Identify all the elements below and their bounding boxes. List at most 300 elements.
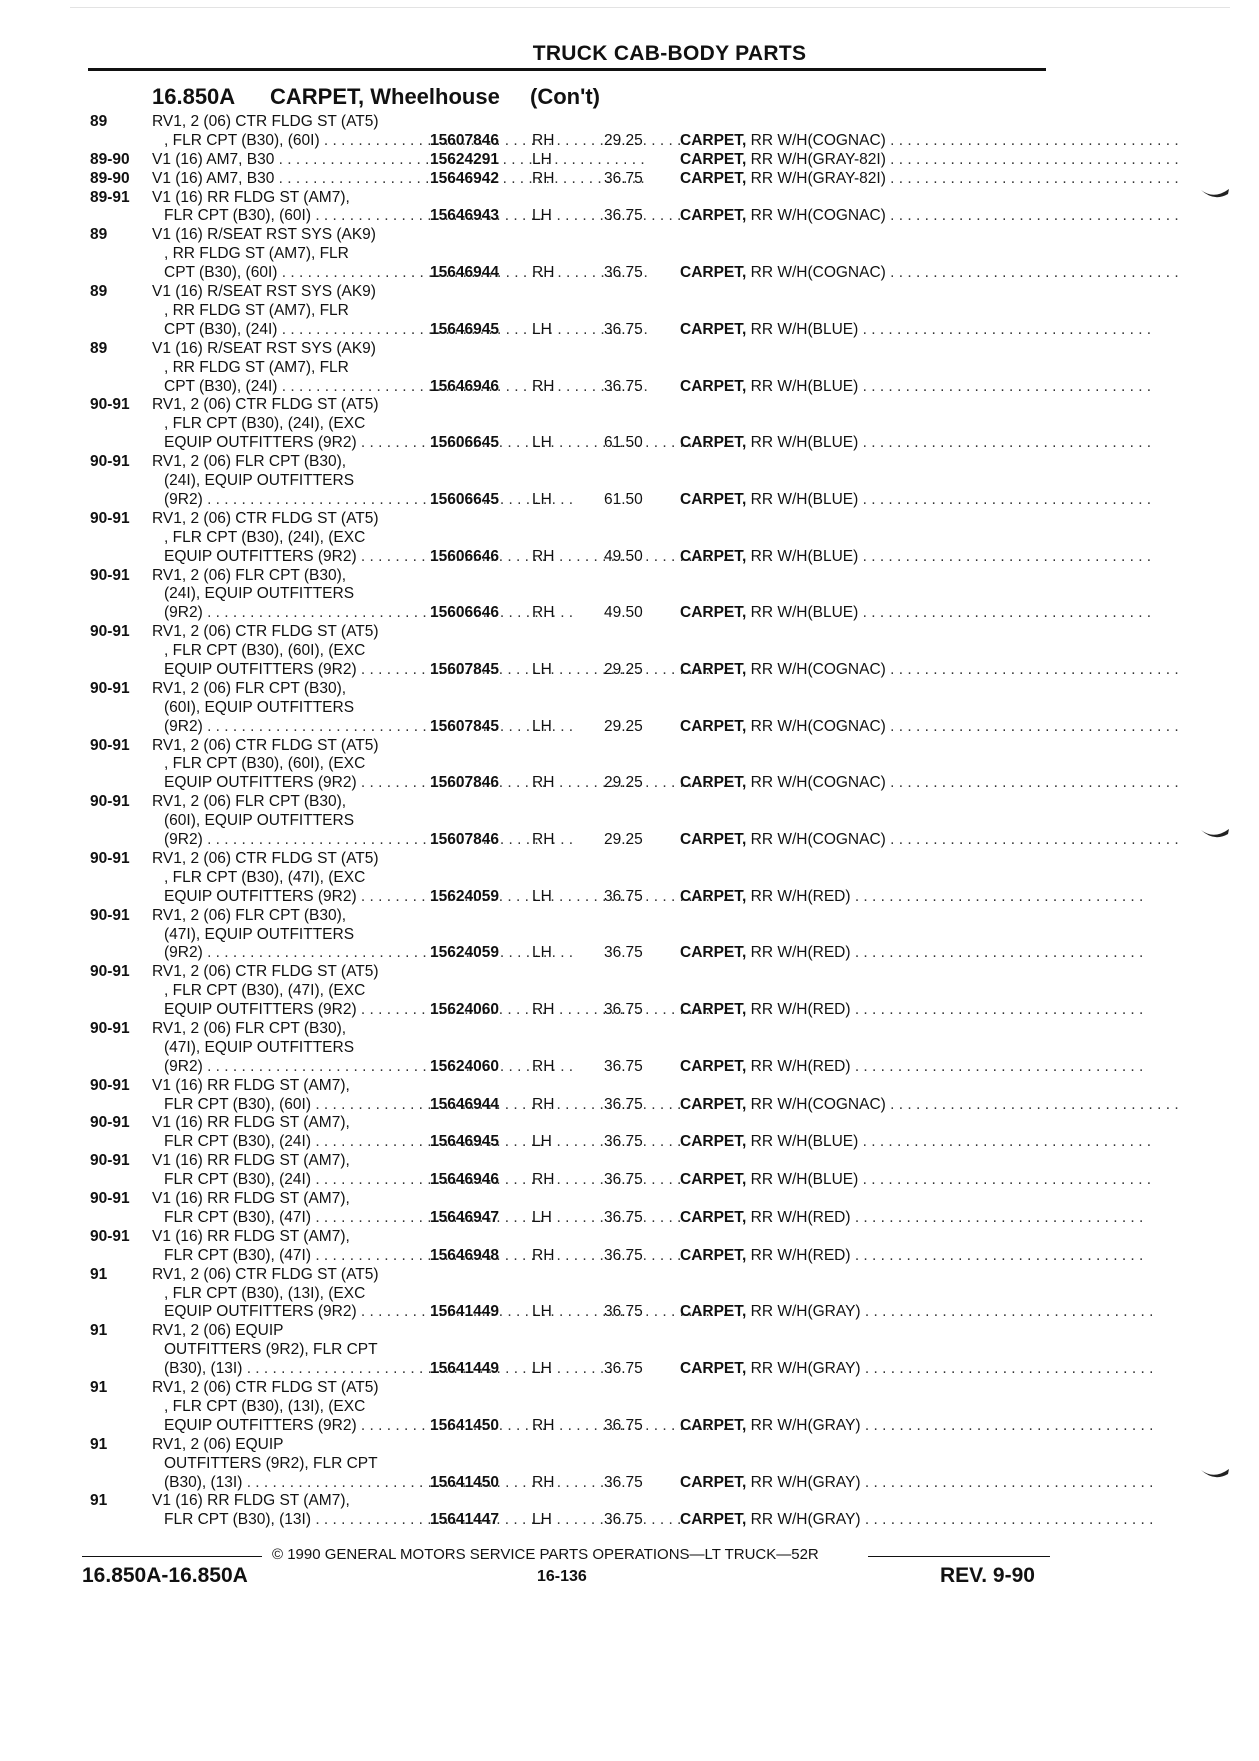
description-line (152, 189, 417, 208)
application-description (152, 850, 417, 907)
description-line (152, 434, 417, 453)
part-row (0, 170, 1259, 189)
side-indicator: RH (532, 377, 555, 395)
header-rule (88, 68, 1046, 71)
price: 36.75 (604, 1208, 643, 1226)
part-name-label: CARPET, (680, 1303, 747, 1321)
part-row (0, 623, 1259, 680)
part-number: 15607845 (430, 660, 499, 678)
leader-dots: . . . . . . . . . . . . . . . . . . . . . . . . . . . . . . . . . . (860, 1511, 1154, 1529)
binder-hole-mark-icon (1200, 188, 1230, 200)
part-number: 15646948 (430, 1246, 499, 1264)
description-line (152, 774, 417, 793)
scan-edge-line (70, 7, 1230, 8)
description-text: V1 (16) RR FLDG ST (AM7), (152, 1114, 350, 1132)
part-number: 15646946 (430, 1171, 499, 1189)
description-line (152, 453, 417, 472)
part-number: 15641449 (430, 1303, 499, 1321)
part-name (680, 1133, 1152, 1152)
description-line (152, 604, 417, 623)
model-year: 91 (90, 1265, 108, 1283)
part-name (680, 131, 1179, 151)
part-name (680, 717, 1179, 737)
part-number: 15641450 (430, 1416, 499, 1434)
description-line (152, 1020, 417, 1039)
part-row (0, 453, 1259, 510)
section-heading (152, 84, 600, 110)
description-line (152, 1303, 417, 1322)
part-name (680, 1246, 1144, 1266)
part-name-detail: RR W/H(RED) (750, 1208, 851, 1226)
part-number: 15606645 (430, 490, 499, 508)
model-year: 90-91 (90, 963, 130, 981)
description-line (152, 1114, 417, 1133)
part-row (0, 1228, 1259, 1266)
part-number: 15646945 (430, 1133, 499, 1151)
part-number: 15607846 (430, 831, 499, 849)
description-line (152, 680, 417, 699)
part-number: 15606646 (430, 547, 499, 565)
description-text: EQUIP OUTFITTERS (9R2) (164, 547, 357, 565)
side-indicator: RH (532, 774, 555, 792)
leader-dots: . . . . . . . . . . . . . . . . . . . . . . . . . . . . . . . . . . (885, 150, 1179, 168)
description-line (152, 812, 417, 831)
part-name (680, 264, 1179, 283)
description-text: RV1, 2 (06) FLR CPT (B30), (152, 679, 347, 697)
leader-dots: . . . . . . . . . . . . . . . . . . . . . . . . . . . . . . . . . . (858, 490, 1152, 508)
price: 36.75 (604, 1133, 643, 1151)
description-text: , RR FLDG ST (AM7), FLR (164, 301, 349, 319)
price: 36.75 (604, 1360, 643, 1378)
side-indicator: RH (532, 1001, 555, 1019)
side-indicator: LH (532, 944, 552, 962)
model-year: 90-91 (90, 1076, 130, 1094)
leader-dots: . . . . . . . . . . . . . . . . . . . . . . . . . . . . . . . . . . (850, 1001, 1144, 1019)
description-line (152, 1001, 417, 1020)
description-line (152, 1171, 417, 1190)
footer-rule-left (82, 1556, 262, 1557)
description-text: (60I), EQUIP OUTFITTERS (164, 698, 355, 716)
binder-hole-mark-icon (1200, 1468, 1230, 1480)
price: 36.75 (604, 169, 643, 187)
description-line (152, 963, 417, 982)
part-name-label: CARPET, (680, 434, 747, 452)
application-description (152, 283, 417, 340)
part-name-label: CARPET, (680, 1095, 747, 1113)
description-line (152, 359, 417, 378)
part-name (680, 1360, 1154, 1379)
description-text: EQUIP OUTFITTERS (9R2) (164, 1416, 357, 1434)
model-year: 90-91 (90, 623, 130, 641)
description-text: CPT (B30), (24I) (164, 377, 278, 395)
part-name-label: CARPET, (680, 547, 747, 565)
model-year: 90-91 (90, 396, 130, 414)
part-name (680, 150, 1179, 170)
part-row (0, 963, 1259, 1020)
part-name-detail: RR W/H(COGNAC) (750, 774, 886, 792)
description-text: (47I), EQUIP OUTFITTERS (164, 925, 355, 943)
description-text: RV1, 2 (06) CTR FLDG ST (AT5) (152, 113, 379, 130)
part-row (0, 1492, 1259, 1530)
part-name-label: CARPET, (680, 660, 747, 678)
model-year: 90-91 (90, 793, 130, 811)
description-text: (9R2) (164, 944, 203, 962)
footer-copyright: © 1990 GENERAL MOTORS SERVICE PARTS OPERATIONS—LT TRUCK—52R (272, 1546, 819, 1563)
description-text: (B30), (13I) (164, 1360, 243, 1378)
price: 36.75 (604, 1473, 643, 1491)
part-name (680, 1303, 1154, 1322)
side-indicator: LH (532, 434, 552, 452)
application-description (152, 1322, 417, 1379)
description-text: OUTFITTERS (9R2), FLR CPT (164, 1341, 378, 1359)
model-year: 90-91 (90, 906, 130, 924)
description-line (152, 1436, 417, 1455)
part-name-label: CARPET, (680, 887, 747, 905)
part-name (680, 1208, 1144, 1228)
part-name-label: CARPET, (680, 1473, 747, 1491)
description-line (152, 226, 417, 245)
price: 36.75 (604, 944, 643, 962)
model-year: 90-91 (90, 1227, 130, 1245)
leader-dots: . . . . . . . . . . . . . . . . . . . . . . . . . . . . . . . . . . (858, 604, 1152, 622)
description-text: (24I), EQUIP OUTFITTERS (164, 585, 355, 603)
part-name-label: CARPET, (680, 1360, 747, 1378)
part-name-detail: RR W/H(GRAY) (750, 1416, 861, 1434)
part-name-detail: RR W/H(GRAY-82I) (750, 169, 886, 187)
part-name-label: CARPET, (680, 1511, 747, 1529)
side-indicator: LH (532, 1303, 552, 1321)
part-name-detail: RR W/H(BLUE) (750, 1171, 859, 1189)
description-text: , FLR CPT (B30), (47I), (EXC (164, 868, 366, 886)
part-row (0, 1436, 1259, 1493)
leader-dots: . . . . . . . . . . . . . . . . . . . . . . . . . . . . . . . . . . (885, 264, 1179, 282)
part-number: 15646947 (430, 1208, 499, 1226)
part-name-label: CARPET, (680, 320, 747, 338)
description-line (152, 982, 417, 1001)
description-line (152, 1039, 417, 1058)
description-text: , FLR CPT (B30), (60I), (EXC (164, 642, 366, 660)
part-name-detail: RR W/H(RED) (750, 1057, 851, 1075)
description-text: RV1, 2 (06) FLR CPT (B30), (152, 793, 347, 811)
description-text: (24I), EQUIP OUTFITTERS (164, 472, 355, 490)
description-text: RV1, 2 (06) EQUIP (152, 1435, 284, 1453)
description-line (152, 850, 417, 869)
leader-dots: . . . . . . . . . . . . . . . . . . . . . . . . . . . . . . . . . . (885, 1095, 1179, 1113)
price: 36.75 (604, 1171, 643, 1189)
description-line (152, 1228, 417, 1247)
description-line (152, 1322, 417, 1341)
part-row (0, 113, 1259, 151)
description-line (152, 1360, 417, 1379)
part-name (680, 887, 1144, 907)
side-indicator: LH (532, 207, 552, 225)
application-description (152, 1114, 417, 1152)
description-text: RV1, 2 (06) CTR FLDG ST (AT5) (152, 1265, 379, 1283)
application-description (152, 1266, 417, 1323)
description-text: FLR CPT (B30), (47I) (164, 1208, 312, 1226)
part-row (0, 567, 1259, 624)
description-text: , FLR CPT (B30), (60I) (164, 131, 320, 149)
part-name-detail: RR W/H(BLUE) (750, 320, 859, 338)
description-text: , FLR CPT (B30), (60I), (EXC (164, 755, 366, 773)
price: 36.75 (604, 1001, 643, 1019)
part-number: 15646942 (430, 169, 499, 187)
part-name-label: CARPET, (680, 131, 747, 149)
description-text: V1 (16) RR FLDG ST (AM7), (152, 1227, 350, 1245)
application-description (152, 623, 417, 680)
price: 49.50 (604, 547, 643, 565)
part-name (680, 320, 1152, 340)
part-number: 15624059 (430, 887, 499, 905)
description-line (152, 245, 417, 264)
leader-dots: . . . . . . . . . . . . . . . . . . . . . . . . . . . . . . . . . . (858, 1171, 1152, 1189)
part-number: 15606646 (430, 604, 499, 622)
description-line (152, 755, 417, 774)
model-year: 90-91 (90, 736, 130, 754)
part-name-label: CARPET, (680, 377, 747, 395)
description-text: EQUIP OUTFITTERS (9R2) (164, 774, 357, 792)
part-name-detail: RR W/H(COGNAC) (750, 660, 886, 678)
description-text: (60I), EQUIP OUTFITTERS (164, 812, 355, 830)
description-line (152, 302, 417, 321)
section-number: 16.850A (152, 84, 236, 109)
binder-hole-mark-icon (1200, 828, 1230, 840)
part-name-detail: RR W/H(BLUE) (750, 434, 859, 452)
description-text: EQUIP OUTFITTERS (9R2) (164, 660, 357, 678)
description-line (152, 1417, 417, 1436)
leader-dots: . . . . . . . . . . . . . . . . . . . . . . . . . . . . . . . . . . (850, 944, 1144, 962)
description-text: EQUIP OUTFITTERS (9R2) (164, 434, 357, 452)
part-number: 15641450 (430, 1473, 499, 1491)
leader-dots: . . . . . . . . . . . . . . . . . . . . . . . . . . . . . . . . . . (860, 1416, 1154, 1434)
footer-rule-right (868, 1556, 1050, 1557)
part-name-label: CARPET, (680, 604, 747, 622)
part-number: 15606645 (430, 434, 499, 452)
description-line (152, 548, 417, 567)
description-text: V1 (16) AM7, B30 (152, 150, 275, 168)
description-line (152, 1398, 417, 1417)
part-number: 15646943 (430, 207, 499, 225)
part-number: 15607846 (430, 131, 499, 149)
description-line (152, 1190, 417, 1209)
leader-dots: . . . . . . . . . . . . . . . . . . . . . . . . . . . . . . . . . . (860, 1360, 1154, 1378)
part-row (0, 396, 1259, 453)
application-description (152, 1379, 417, 1436)
side-indicator: RH (532, 1057, 555, 1075)
part-name (680, 547, 1152, 567)
application-description (152, 1152, 417, 1190)
application-description (152, 1228, 417, 1266)
model-year: 90-91 (90, 509, 130, 527)
part-row (0, 1114, 1259, 1152)
application-description (152, 396, 417, 453)
part-name-label: CARPET, (680, 150, 747, 168)
description-text: FLR CPT (B30), (60I) (164, 1095, 312, 1113)
part-name-detail: RR W/H(BLUE) (750, 547, 859, 565)
description-line (152, 831, 417, 850)
price: 29.25 (604, 131, 643, 149)
description-line (152, 1341, 417, 1360)
description-line (152, 321, 417, 340)
description-line (152, 151, 417, 170)
description-text: V1 (16) R/SEAT RST SYS (AK9) (152, 226, 376, 244)
part-name (680, 831, 1179, 850)
model-year: 90-91 (90, 679, 130, 697)
description-text: FLR CPT (B30), (24I) (164, 1171, 312, 1189)
model-year: 89-90 (90, 150, 130, 168)
page-title: TRUCK CAB-BODY PARTS (532, 42, 807, 65)
model-year: 89 (90, 113, 108, 130)
part-row (0, 1266, 1259, 1323)
application-description (152, 567, 417, 624)
part-row (0, 1077, 1259, 1115)
description-text: FLR CPT (B30), (24I) (164, 1133, 312, 1151)
side-indicator: RH (532, 1246, 555, 1264)
leader-dots: . . . . . . . . . . . . . . . . . . . . . . . . . . . . . . . . . . (858, 434, 1152, 452)
description-line (152, 529, 417, 548)
part-name (680, 944, 1144, 963)
description-text: (9R2) (164, 831, 203, 849)
parts-list (0, 113, 1259, 1530)
description-text: RV1, 2 (06) FLR CPT (B30), (152, 906, 347, 924)
description-text: , FLR CPT (B30), (13I), (EXC (164, 1284, 366, 1302)
description-text: EQUIP OUTFITTERS (9R2) (164, 887, 357, 905)
application-description (152, 453, 417, 510)
description-text: RV1, 2 (06) CTR FLDG ST (AT5) (152, 1379, 379, 1397)
application-description (152, 226, 417, 283)
part-name (680, 434, 1152, 453)
part-name-label: CARPET, (680, 169, 747, 187)
application-description (152, 1436, 417, 1493)
part-row (0, 1152, 1259, 1190)
part-row (0, 907, 1259, 964)
application-description (152, 680, 417, 737)
part-name-detail: RR W/H(COGNAC) (750, 264, 886, 282)
description-line (152, 1096, 417, 1115)
side-indicator: RH (532, 131, 555, 149)
description-text: (47I), EQUIP OUTFITTERS (164, 1038, 355, 1056)
part-row (0, 680, 1259, 737)
application-description (152, 151, 417, 170)
part-number: 15641449 (430, 1360, 499, 1378)
price: 49.50 (604, 604, 643, 622)
model-year: 90-91 (90, 566, 130, 584)
description-text: RV1, 2 (06) FLR CPT (B30), (152, 566, 347, 584)
description-text: OUTFITTERS (9R2), FLR CPT (164, 1454, 378, 1472)
model-year: 89 (90, 226, 108, 244)
side-indicator: RH (532, 1095, 555, 1113)
description-text: EQUIP OUTFITTERS (9R2) (164, 1303, 357, 1321)
part-row (0, 850, 1259, 907)
leader-dots: . . . . . . . . . . . . . . . . . . . . . . . . . . . . . . . . . . (860, 1473, 1154, 1491)
description-line (152, 113, 417, 132)
part-row (0, 1190, 1259, 1228)
part-name-detail: RR W/H(COGNAC) (750, 717, 886, 735)
part-name (680, 604, 1152, 623)
model-year: 90-91 (90, 849, 130, 867)
price: 36.75 (604, 377, 643, 395)
leader-dots: . . . . . . . . . . . . . . . . . . . . . . . . . . . . . . . . . . (850, 1057, 1144, 1075)
model-year: 89 (90, 283, 108, 301)
description-text: CPT (B30), (60I) (164, 264, 278, 282)
application-description (152, 963, 417, 1020)
part-row (0, 283, 1259, 340)
description-line (152, 623, 417, 642)
application-description (152, 510, 417, 567)
part-name-detail: RR W/H(BLUE) (750, 1133, 859, 1151)
part-name-detail: RR W/H(COGNAC) (750, 207, 886, 225)
part-name-label: CARPET, (680, 774, 747, 792)
part-name (680, 1511, 1154, 1530)
description-line (152, 510, 417, 529)
price: 36.75 (604, 1246, 643, 1264)
description-line (152, 1511, 417, 1530)
description-line (152, 1285, 417, 1304)
part-name-label: CARPET, (680, 264, 747, 282)
leader-dots: . . . . . . . . . . . . . . . . . . . . . . . . . . . . . . . . . . (858, 377, 1152, 395)
price: 36.75 (604, 887, 643, 905)
price: 29.25 (604, 717, 643, 735)
side-indicator: LH (532, 1360, 552, 1378)
part-name (680, 377, 1152, 397)
part-name-detail: RR W/H(COGNAC) (750, 831, 886, 849)
side-indicator: LH (532, 150, 552, 168)
part-name-detail: RR W/H(GRAY) (750, 1303, 861, 1321)
part-name (680, 774, 1179, 793)
description-line (152, 661, 417, 680)
model-year: 91 (90, 1379, 108, 1397)
description-line (152, 888, 417, 907)
leader-dots: . . . . . . . . . . . . . . . . . . . . . . . . . . . . . . . . . . (885, 717, 1179, 735)
price: 36.75 (604, 207, 643, 225)
footer-page-number: 16-136 (537, 1568, 587, 1585)
description-line (152, 737, 417, 756)
description-line (152, 1133, 417, 1152)
leader-dots: . . . . . . . . . . . . . . . . . . . . . . . . . . . . . . . . . . (885, 169, 1179, 187)
leader-dots: . . . . . . . . . . . . . . . . . . . . . . . . . . . . . . . . . . (850, 1246, 1144, 1264)
description-line (152, 869, 417, 888)
price: 29.25 (604, 831, 643, 849)
part-number: 15646944 (430, 264, 499, 282)
price: 29.25 (604, 774, 643, 792)
side-indicator: RH (532, 169, 555, 187)
description-text: FLR CPT (B30), (47I) (164, 1246, 312, 1264)
description-line (152, 1455, 417, 1474)
part-name (680, 490, 1152, 510)
description-line (152, 1152, 417, 1171)
part-name (680, 1095, 1179, 1115)
price: 61.50 (604, 490, 643, 508)
description-text: V1 (16) RR FLDG ST (AM7), (152, 1492, 350, 1510)
description-text: (9R2) (164, 490, 203, 508)
application-description (152, 340, 417, 397)
part-name-detail: RR W/H(RED) (750, 944, 851, 962)
part-name-label: CARPET, (680, 490, 747, 508)
part-name-label: CARPET, (680, 717, 747, 735)
model-year: 90-91 (90, 1152, 130, 1170)
model-year: 89 (90, 339, 108, 357)
price: 36.75 (604, 1416, 643, 1434)
part-number: 15624060 (430, 1001, 499, 1019)
leader-dots: . . . . . . . . . . . . . . . . . . . . . . . . . . . . . . . . . . (885, 207, 1179, 225)
model-year: 89-91 (90, 188, 130, 206)
leader-dots: . . . . . . . . . . . . . . . . . . . . . . . . . . . . . . . . . . (885, 774, 1179, 792)
part-number: 15641447 (430, 1511, 499, 1529)
part-name-label: CARPET, (680, 1208, 747, 1226)
application-description (152, 189, 417, 227)
model-year: 91 (90, 1435, 108, 1453)
side-indicator: LH (532, 1511, 552, 1529)
